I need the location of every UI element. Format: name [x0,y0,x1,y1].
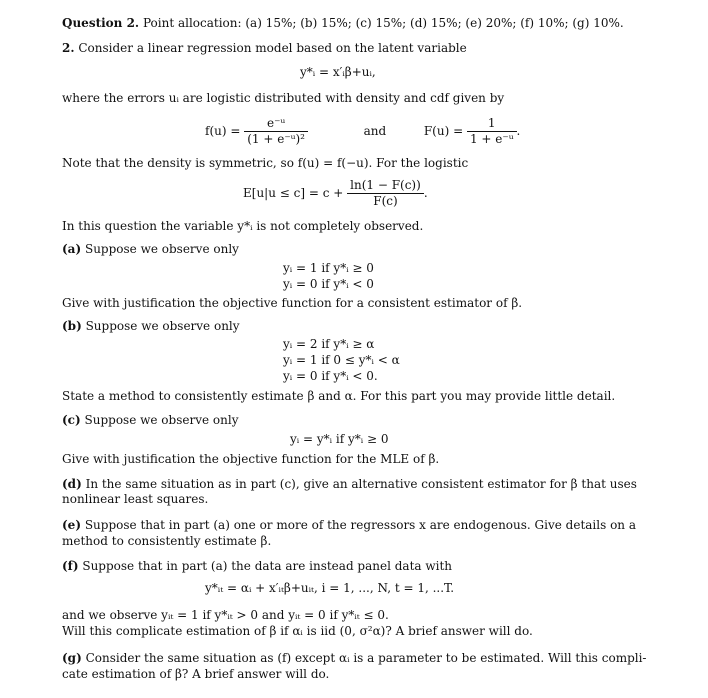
part-f-intro [62,558,452,574]
density-denominator: (1 + e⁻ᵘ)² [247,132,305,146]
cond-denominator: F(c) [373,194,398,208]
part-a-line: yᵢ = 1 if y*ᵢ ≥ 0 [283,261,374,275]
and-word: and [363,124,387,138]
cdf-lhs: F(u) = [423,124,464,138]
part-b-intro [62,318,240,334]
part-b-question: State a method to consistently estimate β and α. For this part you may provide little detail. [62,389,616,403]
part-b-system [283,336,400,384]
cond-numerator: ln(1 − F(c)) [347,178,424,194]
part-f-line2: Will this complicate estimation of β if αᵢ is iid (0, σ²α)? A brief answer will do. [62,624,533,638]
part-e-label: (e) [62,518,81,532]
cond-lhs: E[u|u ≤ c] = c + [243,186,344,200]
density-fraction [244,116,308,147]
part-f-label: (f) [62,559,79,573]
part-a-text: Suppose we observe only [84,242,239,256]
part-a-intro [62,241,239,257]
cdf-denominator: 1 + e⁻ᵘ [469,132,514,146]
density-cdf-equation [205,116,520,147]
part-d-text: In the same situation as in part (c), give an alternative consistent estimator for β that uses [85,477,637,491]
part-a-system [283,260,374,292]
errors-text: where the errors uᵢ are logistic distributed with density and cdf given by [62,91,505,105]
question-title: Question 2. [62,16,140,30]
part-g-label: (g) [62,651,82,665]
part-c-question: Give with justiﬁcation the objective function for the MLE of β. [62,452,440,466]
part-c-text: Suppose we observe only [84,413,239,427]
symmetric-text: Note that the density is symmetric, so f(u) = f(−u). For the logistic [62,156,469,170]
part-f-line1: and we observe yᵢₜ = 1 if y*ᵢₜ > 0 and yᵢₜ = 0 if y*ᵢₜ ≤ 0. [62,608,389,622]
part-b-label: (b) [62,319,82,333]
observed-text: In this question the variable y*ᵢ is not completely observed. [62,219,424,233]
conditional-mean-equation [243,178,428,209]
part-c-label: (c) [62,413,81,427]
point-allocation: Point allocation: (a) 15%; (b) 15%; (c) 15%; (d) 15%; (e) 20%; (f) 10%; (g) 10%. [142,16,624,30]
cdf-numerator: 1 [467,116,517,132]
part-g-line1 [62,650,647,666]
latent-equation: y*ᵢ = x′ᵢβ+uᵢ, [300,65,376,79]
part-a-label: (a) [62,242,82,256]
question-header [62,15,624,31]
part-b-line: yᵢ = 0 if y*ᵢ < 0. [283,369,378,383]
part-e-line2: method to consistently estimate β. [62,534,272,548]
part-b-line: yᵢ = 1 if 0 ≤ y*ᵢ < α [283,353,400,367]
part-g-line2: cate estimation of β? A brief answer will do. [62,667,330,681]
part-a-question: Give with justiﬁcation the objective function for a consistent estimator of β. [62,296,523,310]
intro-text: Consider a linear regression model based on the latent variable [78,41,467,55]
part-f-equation: y*ᵢₜ = αᵢ + x′ᵢₜβ+uᵢₜ, i = 1, ..., N, t = 1, ...T. [205,581,455,595]
cdf-period: . [516,124,521,138]
part-d-label: (d) [62,477,82,491]
density-numerator: e⁻ᵘ [244,116,308,132]
part-e-text: Suppose that in part (a) one or more of the regressors x are endogenous. Give details on a [84,518,636,532]
part-b-text: Suppose we observe only [85,319,240,333]
part-d-line2: nonlinear least squares. [62,492,209,506]
problem-number: 2. [62,41,75,55]
part-e-line1 [62,517,636,533]
cond-fraction [347,178,424,209]
part-f-text: Suppose that in part (a) the data are instead panel data with [82,559,453,573]
cdf-fraction [467,116,517,147]
part-c-intro [62,412,238,428]
part-b-line: yᵢ = 2 if y*ᵢ ≥ α [283,337,375,351]
part-g-text: Consider the same situation as (f) except αᵢ is a parameter to be estimated. Will this compli- [85,651,647,665]
density-lhs: f(u) = [205,124,241,138]
part-a-line: yᵢ = 0 if y*ᵢ < 0 [283,277,374,291]
cond-period: . [423,186,428,200]
part-d-line1 [62,476,637,492]
intro-line [62,40,467,56]
part-c-equation: yᵢ = y*ᵢ if y*ᵢ ≥ 0 [290,432,389,446]
